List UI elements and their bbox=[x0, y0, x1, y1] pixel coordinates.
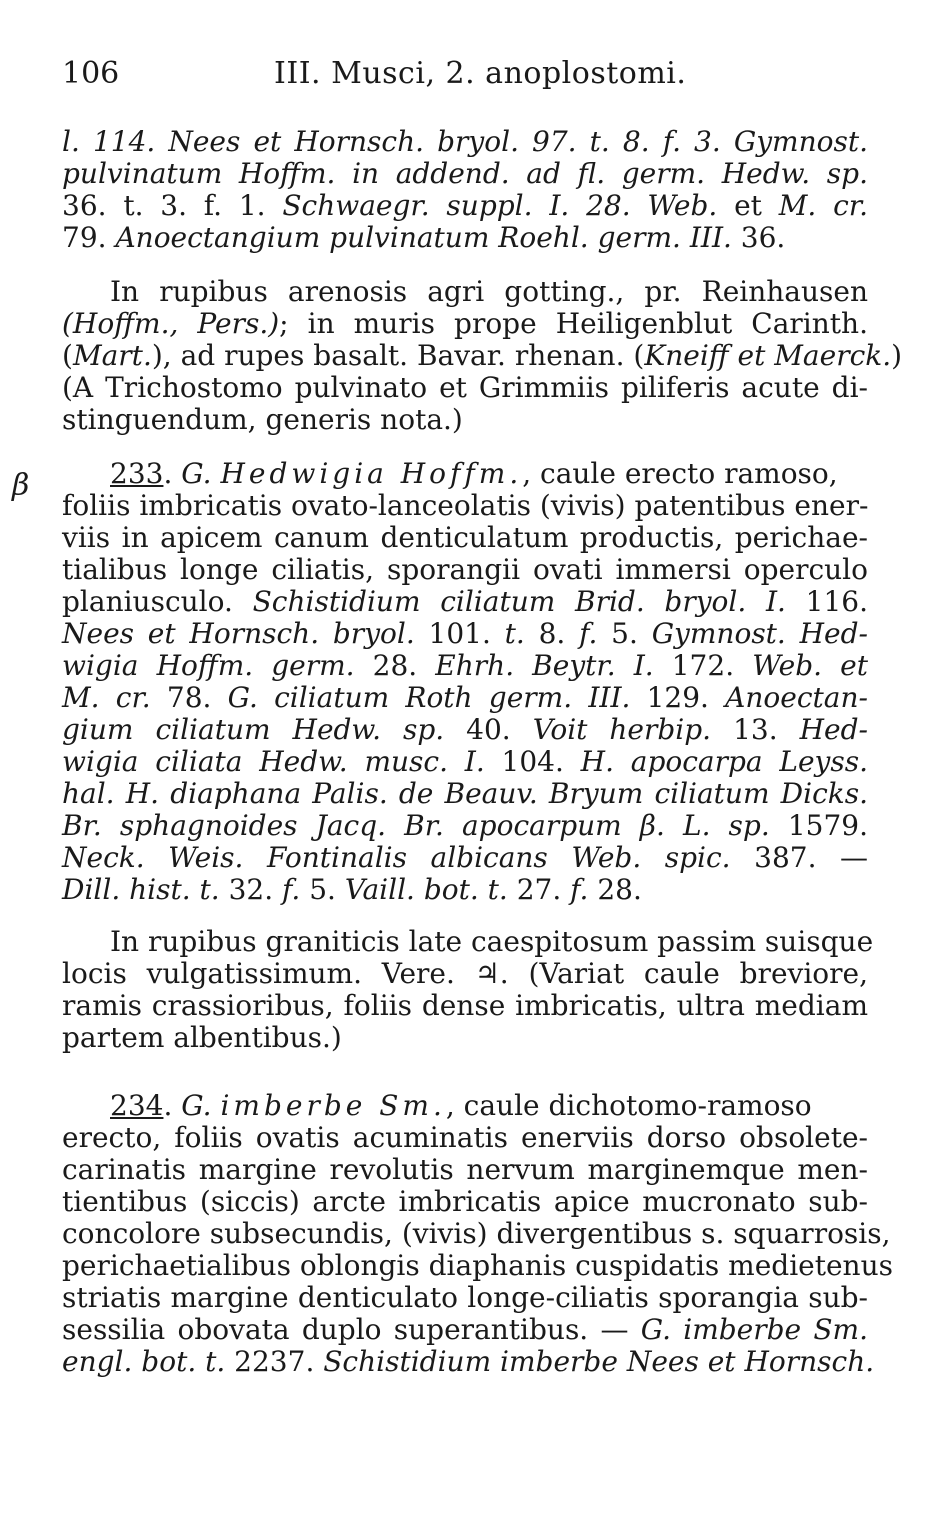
species-entry-234 bbox=[62, 1089, 893, 1378]
text-run: 36. bbox=[731, 221, 786, 254]
diagnosis-start: , caule dichotomo-ramoso bbox=[445, 1089, 812, 1122]
italic-run: t. bbox=[504, 617, 525, 650]
italic-run: l. 114. Nees et Hornsch. bryol. 97. t. 8. f. 3. Gymnost. bbox=[62, 125, 868, 158]
text-line bbox=[62, 586, 868, 618]
italic-run: Hed- bbox=[799, 713, 868, 746]
text-line bbox=[62, 372, 868, 404]
diagnosis-start: , caule erecto ramoso, bbox=[522, 457, 838, 490]
text-line bbox=[62, 1154, 868, 1186]
italic-run: Neck. Weis. Fontinalis albicans Web. spic. bbox=[62, 841, 731, 874]
text-run: partem albentibus.) bbox=[62, 1021, 342, 1054]
text-line bbox=[62, 618, 868, 650]
text-line bbox=[62, 1345, 875, 1378]
text-run: perichaetialibus oblongis diaphanis cuspidatis medietenus bbox=[62, 1249, 893, 1282]
text-line bbox=[62, 1186, 868, 1218]
text-run: erecto, foliis ovatis acuminatis enerviis dorso obsolete- bbox=[62, 1121, 868, 1154]
italic-run: engl. bot. t. bbox=[62, 1345, 226, 1378]
text-line bbox=[62, 1249, 893, 1282]
text-run: sessilia obovata duplo superantibus. — bbox=[62, 1313, 641, 1346]
text-line bbox=[62, 490, 868, 522]
page-number: 106 bbox=[62, 56, 120, 91]
running-head: III. Musci, 2. anoplostomi. bbox=[274, 56, 687, 91]
text-line bbox=[62, 1122, 868, 1154]
text-run: In rupibus arenosis agri gotting., pr. Reinhausen bbox=[110, 275, 868, 308]
citation-block bbox=[62, 126, 868, 254]
entry-233-body bbox=[62, 490, 868, 906]
habitat-paragraph-2 bbox=[62, 925, 874, 1054]
italic-run: Web. et bbox=[752, 649, 868, 682]
text-run: 79. bbox=[62, 221, 116, 254]
text-line bbox=[62, 126, 868, 158]
italic-run: Nees et Hornsch. bryol. bbox=[62, 617, 415, 650]
text-run: foliis imbricatis ovato-lanceolatis (vivis) patentibus ener- bbox=[62, 489, 869, 522]
text-run: 387. — bbox=[730, 841, 868, 874]
italic-run: M. cr. bbox=[62, 681, 151, 714]
text-line bbox=[62, 842, 868, 874]
text-run: ; in muris prope Heiligenblut Carinth. bbox=[279, 307, 868, 340]
species-name: imberbe Sm. bbox=[220, 1089, 446, 1122]
italic-run: Vaill. bot. t. bbox=[344, 873, 508, 906]
entry-234-heading: 234. G. imberbe Sm., caule dichotomo-ramoso bbox=[110, 1089, 812, 1122]
text-run: 28. bbox=[588, 873, 642, 906]
text-run: 8. bbox=[524, 617, 580, 650]
genus-abbr: G. bbox=[181, 1089, 212, 1122]
italic-run: Schwaegr. suppl. I. 28. Web. bbox=[282, 189, 718, 222]
text-line bbox=[62, 925, 874, 958]
text-line bbox=[62, 1217, 891, 1250]
habitat-paragraph-1 bbox=[62, 275, 903, 436]
entry-233-heading: 233. G. Hedwigia Hoffm., caule erecto ramoso, bbox=[110, 457, 838, 490]
citation-lines bbox=[62, 126, 868, 254]
text-run: et bbox=[717, 189, 779, 222]
entry-number: 233 bbox=[110, 457, 164, 490]
margin-note: β bbox=[12, 468, 30, 503]
text-run: ramis crassioribus, foliis dense imbricatis, ultra mediam bbox=[62, 989, 868, 1022]
text-run: viis in apicem canum denticulatum productis, perichae- bbox=[62, 521, 868, 554]
italic-run: Anoectangium pulvinatum Roehl. germ. III. bbox=[115, 221, 732, 254]
text-run: 5. bbox=[597, 617, 652, 650]
italic-run: Ehrh. Beytr. I. bbox=[435, 649, 654, 682]
text-line bbox=[62, 958, 868, 990]
text-line bbox=[62, 190, 868, 222]
text-line bbox=[62, 650, 868, 682]
italic-run: Gymnost. Hed- bbox=[651, 617, 868, 650]
italic-run: wigia Hoffm. germ. bbox=[62, 649, 355, 682]
text-run: ( bbox=[62, 339, 73, 372]
italic-run: gium ciliatum Hedw. sp. bbox=[62, 713, 445, 746]
text-line bbox=[62, 874, 868, 906]
italic-run: G. imberbe Sm. bbox=[640, 1313, 868, 1346]
species-name: Hedwigia Hoffm. bbox=[220, 457, 523, 490]
italic-run: f. bbox=[282, 873, 301, 906]
italic-run: Dill. hist. t. bbox=[62, 873, 220, 906]
text-run: tientibus (siccis) arcte imbricatis apice mucronato sub- bbox=[62, 1185, 868, 1218]
text-run: striatis margine denticulato longe-ciliatis sporangia sub- bbox=[62, 1281, 868, 1314]
entry-234-body bbox=[62, 1121, 893, 1378]
italic-run: f. bbox=[579, 617, 598, 650]
text-run: 129. bbox=[630, 681, 726, 714]
italic-run: pulvinatum Hoffm. in addend. ad fl. germ. Hedw. sp. bbox=[62, 157, 868, 190]
italic-run: Br. sphagnoides Jacq. Br. apocarpum β. L. sp. bbox=[62, 809, 770, 842]
text-run: 116. bbox=[785, 585, 868, 618]
text-run: 36. t. 3. f. 1. bbox=[62, 189, 283, 222]
text-line bbox=[62, 404, 868, 436]
text-run: 104. bbox=[484, 745, 581, 778]
text-line bbox=[62, 778, 868, 810]
italic-run: H. apocarpa Leyss. bbox=[580, 745, 869, 778]
text-line bbox=[62, 1282, 868, 1314]
text-line bbox=[62, 1314, 868, 1346]
text-run: ) bbox=[891, 339, 903, 372]
text-line bbox=[62, 158, 868, 190]
text-line bbox=[62, 554, 868, 586]
text-run: concolore subsecundis, (vivis) divergentibus s. squarrosis, bbox=[62, 1217, 891, 1250]
habitat-lines bbox=[62, 275, 903, 436]
text-run: 32. bbox=[219, 873, 283, 906]
text-run: 172. bbox=[653, 649, 753, 682]
italic-run: Schistidium ciliatum Brid. bryol. I. bbox=[252, 585, 786, 618]
text-run: carinatis margine revolutis nervum marginemque men- bbox=[62, 1153, 868, 1186]
text-run: 13. bbox=[711, 713, 800, 746]
text-run: 40. bbox=[444, 713, 533, 746]
page-header bbox=[62, 56, 882, 100]
italic-run: Voit herbip. bbox=[532, 713, 712, 746]
text-run: 2237. bbox=[225, 1345, 324, 1378]
text-run: 78. bbox=[150, 681, 228, 714]
habitat-lines bbox=[62, 925, 874, 1054]
italic-run: G. ciliatum Roth germ. III. bbox=[227, 681, 631, 714]
genus-abbr: G. bbox=[181, 457, 212, 490]
text-run: stinguendum, generis nota.) bbox=[62, 403, 463, 436]
text-run: 1579. bbox=[769, 809, 869, 842]
text-line bbox=[62, 222, 868, 254]
text-run: tialibus longe ciliatis, sporangii ovati immersi operculo bbox=[62, 553, 868, 586]
italic-run: hal. H. diaphana Palis. de Beauv. Bryum ciliatum Dicks. bbox=[62, 777, 868, 810]
text-line bbox=[62, 276, 868, 308]
species-entry-233 bbox=[62, 458, 868, 906]
text-run: In rupibus graniticis late caespitosum passim suisque bbox=[110, 925, 874, 958]
text-run: planiusculo. bbox=[62, 585, 253, 618]
italic-run: Anoectan- bbox=[725, 681, 868, 714]
text-line bbox=[62, 746, 868, 778]
italic-run: f. bbox=[570, 873, 589, 906]
text-line bbox=[62, 990, 868, 1022]
text-run: 5. bbox=[300, 873, 345, 906]
text-line bbox=[62, 714, 868, 746]
text-run: 101. bbox=[414, 617, 505, 650]
text-run: ), ad rupes basalt. Bavar. rhenan. ( bbox=[151, 339, 645, 372]
italic-run: Kneiff et Maerck. bbox=[644, 339, 892, 372]
italic-run: M. cr. bbox=[778, 189, 868, 222]
text-run: (A Trichostomo pulvinato et Grimmiis piliferis acute di- bbox=[62, 371, 868, 404]
text-line bbox=[62, 339, 903, 372]
entry-number: 234 bbox=[110, 1089, 164, 1122]
italic-run: (Hoffm., Pers.) bbox=[62, 307, 280, 340]
italic-run: Schistidium imberbe Nees et Hornsch. bbox=[323, 1345, 875, 1378]
italic-run: Mart. bbox=[72, 339, 152, 372]
text-line bbox=[62, 682, 868, 714]
text-run: 27. bbox=[507, 873, 571, 906]
text-line bbox=[62, 810, 868, 842]
text-line bbox=[62, 522, 868, 554]
text-run: locis vulgatissimum. Vere. ♃. (Variat caule breviore, bbox=[62, 957, 868, 990]
text-line bbox=[62, 1022, 868, 1054]
text-line bbox=[62, 308, 868, 340]
text-run: 28. bbox=[354, 649, 436, 682]
italic-run: wigia ciliata Hedw. musc. I. bbox=[62, 745, 485, 778]
